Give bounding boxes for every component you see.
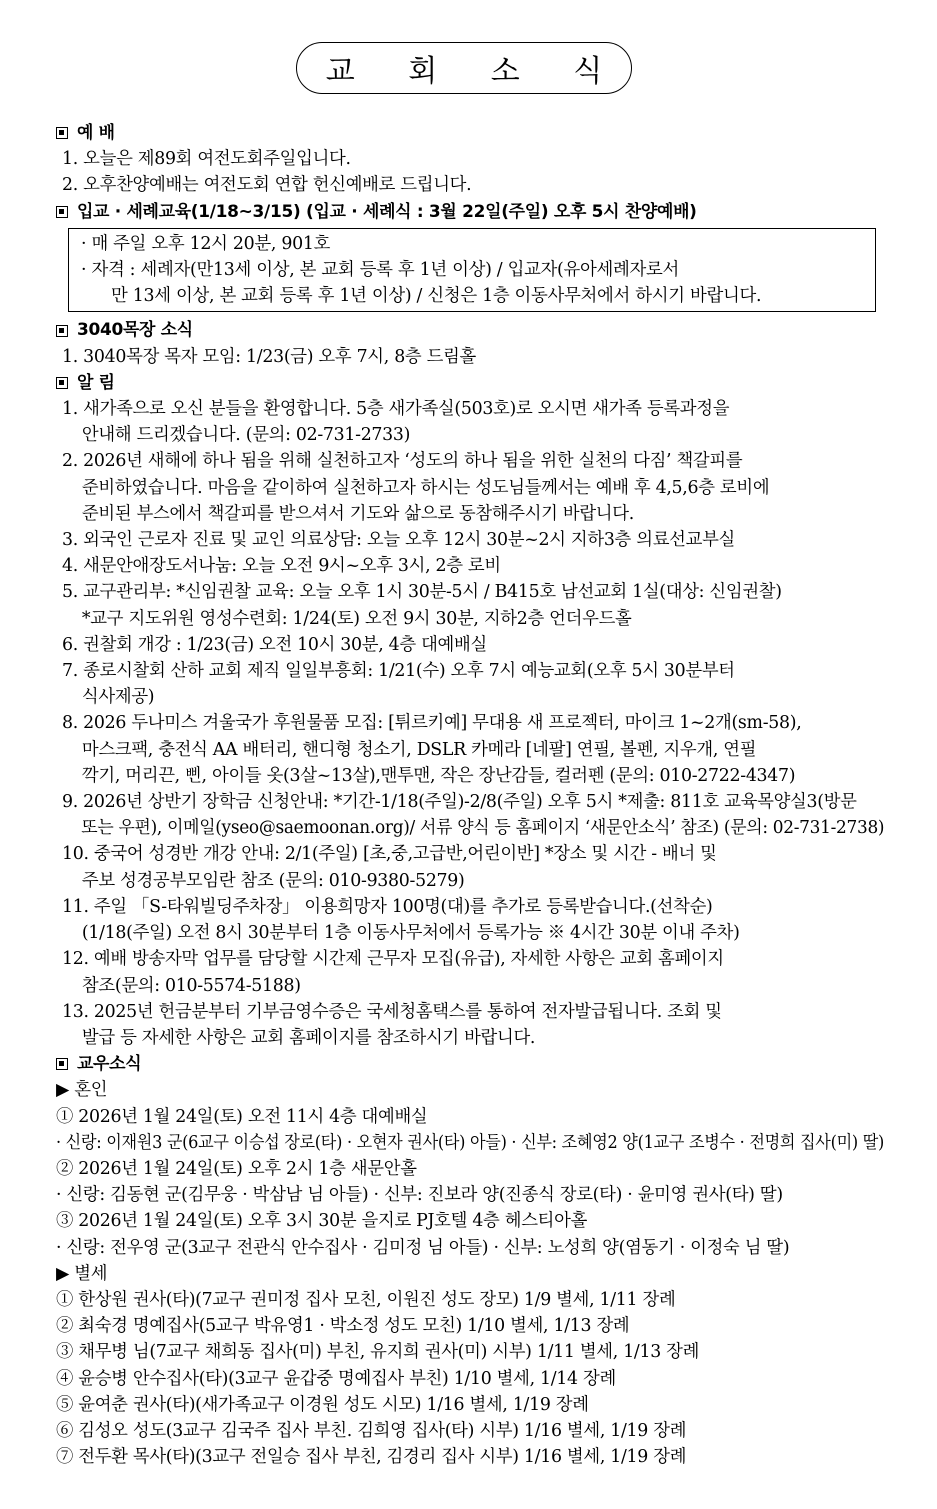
death-list (56, 1287, 886, 1470)
wedding-label: ▶ 혼인 (56, 1080, 108, 1101)
list-item: ① 한상원 권사(타)(7교구 권미정 집사 모친, 이원진 성도 장모) 1/9 별세, 1/11 장례 (56, 1289, 676, 1310)
list-item: 6. 권찰회 개강 : 1/23(금) 오전 10시 30분, 4층 대예배실 (61, 634, 487, 655)
list-item: 12. 예배 방송자막 업무를 담당할 시간제 근무자 모집(유급), 자세한 사항은 교회 홈페이지 (61, 949, 724, 970)
list-item: (1/18(주일) 오전 8시 30분부터 1층 이동사무처에서 등록가능 ※ 4시간 30분 이내 주차) (81, 923, 740, 944)
list-item: 7. 종로시찰회 산하 교회 제직 일일부흥회: 1/21(수) 오후 7시 예능교회(오후 5시 30분부터 (61, 661, 735, 682)
page-title-box (296, 42, 632, 94)
square-bullet-icon (56, 377, 68, 389)
list-item: 안내해 드리겠습니다. (문의: 02-731-2733) (81, 425, 411, 446)
list-item: 2. 2026년 새해에 하나 됨을 위해 실천하고자 ‘성도의 하나 됨을 위한 실천의 다짐’ 책갈피를 (61, 451, 743, 472)
list-item: 4. 새문안애장도서나눔: 오늘 오전 9시~오후 3시, 2층 로비 (61, 556, 501, 577)
list-item: 준비된 부스에서 책갈피를 받으셔서 기도와 삶으로 동참해주시기 바랍니다. (81, 503, 634, 524)
list-item: 9. 2026년 상반기 장학금 신청안내: *기간-1/18(주일)-2/8(주일) 오후 5시 *제출: 811호 교육목양실3(방문 (61, 792, 857, 813)
list-item: 주보 성경공부모임란 참조 (문의: 010-9380-5279) (81, 870, 465, 891)
list-item: 1. 새가족으로 오신 분들을 환영합니다. 5층 새가족실(503호)로 오시면 새가족 등록과정을 (61, 399, 730, 420)
section-heading-worship: 예 배 (56, 120, 884, 146)
list-item: 1. 오늘은 제89회 여전도회주일입니다. (61, 149, 351, 170)
list-item: · 신랑: 전우영 군(3교구 전관식 안수집사 · 김미정 님 아들) · 신부: 노성희 양(염동기 · 이정숙 님 딸) (56, 1237, 790, 1258)
list-item: 1. 3040목장 목자 모임: 1/23(금) 오후 7시, 8층 드림홀 (61, 346, 477, 367)
list-item: 준비하였습니다. 마음을 같이하여 실천하고자 하시는 성도님들께서는 예배 후 4,5,6층 로비에 (81, 477, 770, 498)
list-item: 깍기, 머리끈, 삔, 아이들 옷(3살~13살),맨투맨, 작은 장난감들, 컬러펜 (문의: 010-2722-4347) (81, 765, 796, 786)
list-item: 3. 외국인 근로자 진료 및 교인 의료상담: 오늘 오후 12시 30분~2시 지하3층 의료선교부실 (61, 530, 736, 551)
list-item: *교구 지도위원 영성수련회: 1/24(토) 오전 9시 30분, 지하2층 언더우드홀 (81, 608, 632, 629)
list-item: 11. 주일 「S-타워빌딩주차장」 이용희망자 100명(대)를 추가로 등록받습니다.(선착순) (61, 896, 713, 917)
list-item: 식사제공) (81, 687, 155, 708)
list-item: ③ 채무병 님(7교구 채희동 집사(미) 부친, 유지희 권사(미) 시부) 1/11 별세, 1/13 장례 (56, 1342, 700, 1363)
box-line: 만 13세 이상, 본 교회 등록 후 1년 이상) / 신청은 1층 이동사무처에서 하시기 바랍니다. (111, 286, 762, 307)
square-bullet-icon (56, 325, 68, 337)
list-item: · 신랑: 이재원3 군(6교구 이승섭 장로(타) · 오현자 권사(타) 아들) · 신부: 조혜영2 양(1교구 조병수 · 전명희 집사(미) 딸) (56, 1132, 885, 1153)
list-item: ③ 2026년 1월 24일(토) 오후 3시 30분 을지로 PJ호텔 4층 헤스티아홀 (56, 1211, 588, 1232)
list-item: · 신랑: 김동현 군(김무웅 · 박삼남 님 아들) · 신부: 진보라 양(진종식 장로(타) · 윤미영 권사(타) 딸) (56, 1185, 783, 1206)
page-title: 교 회 소 식 (325, 54, 625, 89)
list-item: ④ 윤승병 안수집사(타)(3교구 윤갑중 명예집사 부친) 1/10 별세, 1/14 장례 (56, 1368, 616, 1389)
wedding-list (56, 1104, 886, 1261)
section-heading-notices: 알 림 (56, 370, 884, 396)
list-item: ⑥ 김성오 성도(3교구 김국주 집사 부친. 김희영 집사(타) 시부) 1/16 별세, 1/19 장례 (56, 1420, 687, 1441)
square-bullet-icon (56, 206, 68, 218)
list-item: ⑦ 전두환 목사(타)(3교구 전일승 집사 부친, 김경리 집사 시부) 1/16 별세, 1/19 장례 (56, 1447, 687, 1468)
list-item: 참조(문의: 010-5574-5188) (81, 975, 301, 996)
list-item: 발급 등 자세한 사항은 교회 홈페이지를 참조하시기 바랍니다. (81, 1027, 536, 1048)
section-heading-members: 교우소식 (56, 1051, 884, 1077)
box-line: · 매 주일 오후 12시 20분, 901호 (81, 233, 331, 254)
square-bullet-icon (56, 127, 68, 139)
square-bullet-icon (56, 1058, 68, 1070)
list-item: 마스크팩, 충전식 AA 배터리, 핸디형 청소기, DSLR 카메라 [네팔] 연필, 볼펜, 지우개, 연필 (81, 739, 757, 760)
baptism-info-box (68, 228, 876, 313)
list-item: 13. 2025년 헌금분부터 기부금영수증은 국세청홈택스를 통하여 전자발급됩니다. 조회 및 (61, 1001, 722, 1022)
list-item: ② 최숙경 명예집사(5교구 박유영1 · 박소정 성도 모친) 1/10 별세, 1/13 장례 (56, 1316, 630, 1337)
section-heading-pastors: 3040목장 소식 (56, 317, 884, 343)
list-item: 10. 중국어 성경반 개강 안내: 2/1(주일) [초,중,고급반,어린이반] *장소 및 시간 - 배너 및 (61, 844, 717, 865)
list-item: 5. 교구관리부: *신임권찰 교육: 오늘 오후 1시 30분-5시 / B415호 남선교회 1실(대상: 신임권찰) (61, 582, 782, 603)
list-item: 8. 2026 두나미스 겨울국가 후원물품 모집: [튀르키예] 무대용 새 프로젝터, 마이크 1~2개(sm-58), (61, 713, 802, 734)
list-item: 2. 오후찬양예배는 여전도회 연합 헌신예배로 드립니다. (61, 175, 472, 196)
list-item: 또는 우편), 이메일(yseo@saemoonan.org)/ 서류 양식 등 홈페이지 ‘새문안소식’ 참조) (문의: 02-731-2738) (81, 818, 885, 839)
list-item: ⑤ 윤여춘 권사(타)(새가족교구 이경원 성도 시모) 1/16 별세, 1/19 장례 (56, 1394, 589, 1415)
bulletin-content (56, 120, 886, 1470)
box-line: · 자격 : 세례자(만13세 이상, 본 교회 등록 후 1년 이상) / 입교자(유아세례자로서 (81, 260, 680, 281)
list-item: ① 2026년 1월 24일(토) 오전 11시 4층 대예배실 (56, 1106, 428, 1127)
death-label: ▶ 별세 (56, 1263, 108, 1284)
notice-list (56, 396, 886, 1051)
list-item: ② 2026년 1월 24일(토) 오후 2시 1층 새문안홀 (56, 1158, 417, 1179)
section-heading-baptism: 입교 · 세례교육(1/18~3/15) (입교 · 세례식 : 3월 22일(주일) 오후 5시 찬양예배) (56, 199, 884, 225)
